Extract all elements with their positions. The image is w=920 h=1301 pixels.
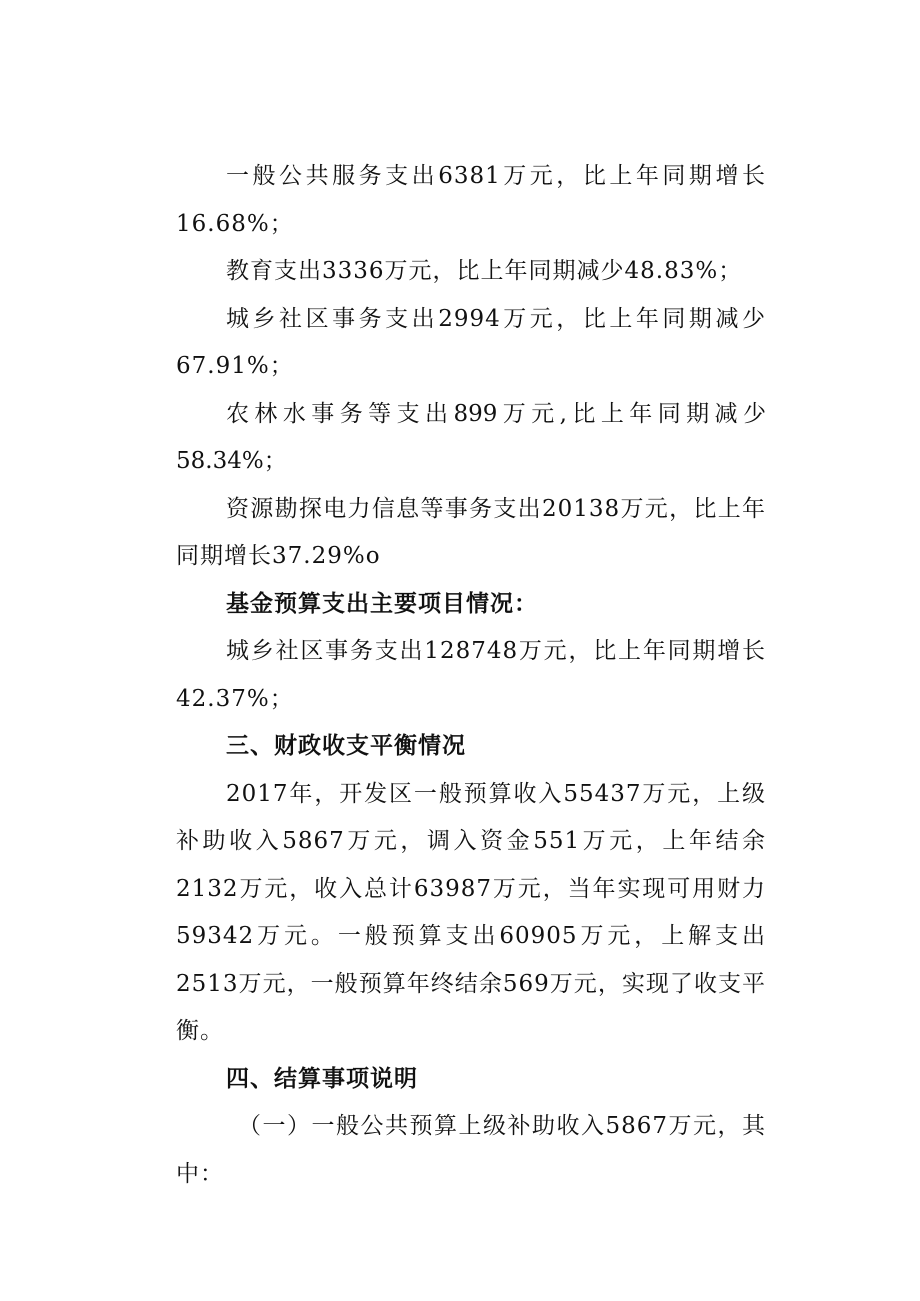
paragraph-agriculture-forestry-water: 农林水事务等支出899万元,比上年同期减少58.34%； [176,400,766,474]
paragraph-general-public-services: 一般公共服务支出6381万元，比上年同期增长16.68%； [176,163,766,237]
paragraph-urban-rural-community: 城乡社区事务支出2994万元，比上年同期减少67.91%； [176,305,766,379]
paragraph-fund-urban-rural-community: 城乡社区事务支出128748万元，比上年同期增长42.37%； [176,638,766,712]
paragraph-subsection-one: （一）一般公共预算上级补助收入5867万元，其中： [176,1113,766,1187]
document-body [176,153,766,1198]
heading-section-three: 三、财政收支平衡情况 [226,733,466,759]
paragraph-revenue-expenditure-balance: 2017年，开发区一般预算收入55437万元，上级补助收入5867万元，调入资金551万元，上年结余2132万元，收入总计63987万元，当年实现可用财力59342万元。一般预算支出60905万元，上解支出2513万元，一般预算年终结余569万元，实现了收支平衡。 [176,780,766,1044]
heading-fund-budget-expenditure: 基金预算支出主要项目情况： [226,590,538,617]
paragraph-resource-exploration: 资源勘探电力信息等事务支出20138万元，比上年同期增长37.29%o [176,495,766,569]
paragraph-education: 教育支出3336万元，比上年同期减少48.83%； [226,258,743,284]
heading-section-four: 四、结算事项说明 [226,1065,418,1092]
